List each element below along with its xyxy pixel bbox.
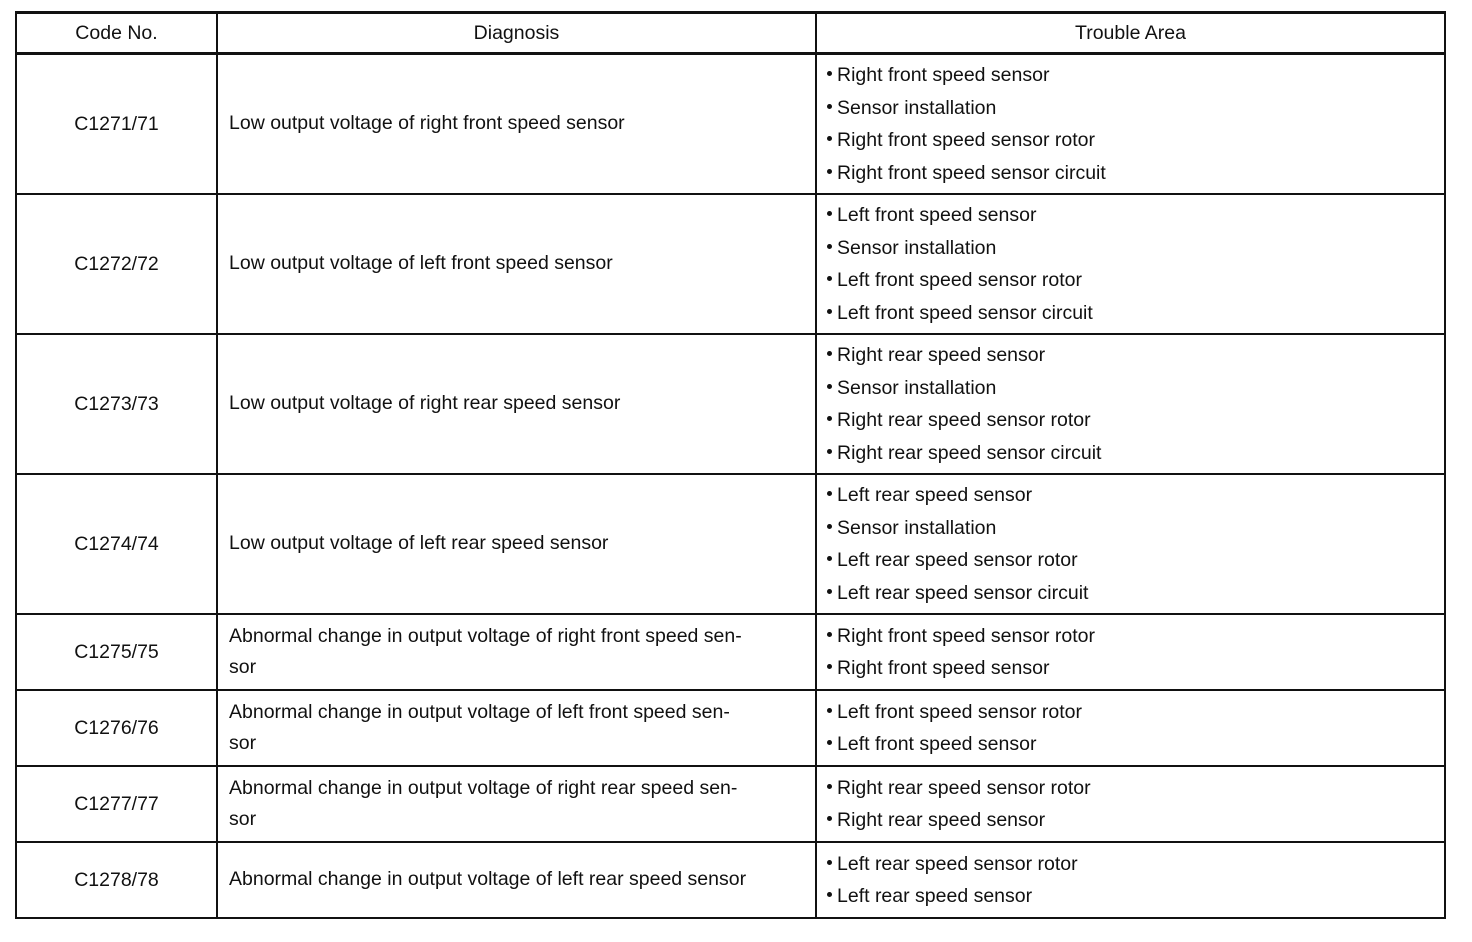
- trouble-area-cell: [816, 766, 1445, 842]
- header-trouble-area: Trouble Area: [816, 13, 1445, 54]
- header-code-no: Code No.: [16, 13, 217, 54]
- code-cell: C1271/71: [16, 54, 217, 195]
- code-cell: C1278/78: [16, 842, 217, 918]
- trouble-item-text: Left rear speed sensor circuit: [837, 581, 1089, 604]
- trouble-list: [827, 479, 1444, 609]
- trouble-list: [827, 848, 1444, 913]
- trouble-item: [827, 437, 1444, 470]
- bullet-icon: [827, 740, 832, 745]
- bullet-icon: [827, 309, 832, 314]
- bullet-icon: [827, 169, 832, 174]
- trouble-item-text: Left rear speed sensor rotor: [837, 549, 1078, 571]
- bullet-icon: [827, 632, 832, 637]
- bullet-icon: [827, 104, 832, 109]
- trouble-item-text: Right front speed sensor: [837, 64, 1050, 86]
- diagnosis-cell: [217, 690, 816, 766]
- code-cell: C1276/76: [16, 690, 217, 766]
- trouble-item: [827, 479, 1444, 512]
- trouble-item: [827, 404, 1444, 437]
- code-cell: C1274/74: [16, 474, 217, 614]
- bullet-icon: [827, 384, 832, 389]
- code-cell: C1273/73: [16, 334, 217, 474]
- trouble-item: [827, 772, 1444, 805]
- trouble-item-text: Left rear speed sensor: [837, 484, 1033, 506]
- trouble-item-text: Right rear speed sensor: [837, 809, 1046, 831]
- bullet-icon: [827, 71, 832, 76]
- diagnosis-cell: Low output voltage of right rear speed sensor: [217, 334, 816, 474]
- table-row: [16, 842, 1445, 918]
- trouble-item-text: Sensor installation: [837, 236, 997, 259]
- diagnosis-line: Abnormal change in output voltage of left front speed sen-: [229, 700, 730, 723]
- diagnosis-cell: Low output voltage of left front speed sensor: [217, 194, 816, 334]
- trouble-item: [827, 124, 1444, 157]
- diagnosis-cell: [217, 766, 816, 842]
- trouble-item-text: Right front speed sensor rotor: [837, 129, 1095, 151]
- bullet-icon: [827, 816, 832, 821]
- trouble-list: [827, 199, 1444, 329]
- table-row: [16, 54, 1445, 195]
- diagnosis-line: sor: [229, 732, 257, 754]
- trouble-item-text: Right front speed sensor circuit: [837, 161, 1106, 184]
- trouble-area-cell: [816, 474, 1445, 614]
- trouble-item-text: Sensor installation: [837, 516, 997, 539]
- bullet-icon: [827, 449, 832, 454]
- trouble-item-text: Left rear speed sensor: [837, 885, 1033, 907]
- bullet-icon: [827, 589, 832, 594]
- trouble-item: [827, 297, 1444, 330]
- trouble-item-text: Right front speed sensor: [837, 657, 1050, 679]
- bullet-icon: [827, 244, 832, 249]
- trouble-item: [827, 804, 1444, 837]
- trouble-item-text: Sensor installation: [837, 96, 997, 119]
- trouble-list: [827, 339, 1444, 469]
- table-row: [16, 194, 1445, 334]
- trouble-area-cell: [816, 614, 1445, 690]
- diagnosis-cell: Abnormal change in output voltage of left rear speed sensor: [217, 842, 816, 918]
- code-cell: C1277/77: [16, 766, 217, 842]
- diagnosis-line: Abnormal change in output voltage of right rear speed sen-: [229, 776, 738, 799]
- bullet-icon: [827, 556, 832, 561]
- diagnosis-line: sor: [229, 808, 257, 830]
- trouble-item: [827, 92, 1444, 125]
- table-row: [16, 334, 1445, 474]
- trouble-item-text: Sensor installation: [837, 376, 997, 399]
- trouble-item-text: Left front speed sensor: [837, 204, 1037, 226]
- trouble-area-cell: [816, 842, 1445, 918]
- bullet-icon: [827, 664, 832, 669]
- table-header-row: [16, 13, 1445, 54]
- trouble-item: [827, 696, 1444, 729]
- bullet-icon: [827, 416, 832, 421]
- bullet-icon: [827, 351, 832, 356]
- trouble-list: [827, 772, 1444, 837]
- trouble-list: [827, 620, 1444, 685]
- trouble-area-cell: [816, 690, 1445, 766]
- trouble-area-cell: [816, 194, 1445, 334]
- diagnosis-line: sor: [229, 656, 257, 678]
- trouble-area-cell: [816, 334, 1445, 474]
- trouble-item: [827, 157, 1444, 190]
- trouble-list: [827, 696, 1444, 761]
- trouble-item: [827, 512, 1444, 545]
- trouble-item: [827, 728, 1444, 761]
- bullet-icon: [827, 892, 832, 897]
- table-row: [16, 766, 1445, 842]
- trouble-item: [827, 620, 1444, 653]
- trouble-item: [827, 848, 1444, 881]
- trouble-item-text: Left front speed sensor rotor: [837, 700, 1082, 723]
- trouble-item-text: Left front speed sensor: [837, 733, 1037, 755]
- bullet-icon: [827, 276, 832, 281]
- trouble-item: [827, 199, 1444, 232]
- code-cell: C1275/75: [16, 614, 217, 690]
- trouble-item: [827, 652, 1444, 685]
- diagnosis-cell: Low output voltage of right front speed sensor: [217, 54, 816, 195]
- diagnosis-cell: Low output voltage of left rear speed sensor: [217, 474, 816, 614]
- trouble-area-cell: [816, 54, 1445, 195]
- trouble-item-text: Left front speed sensor rotor: [837, 269, 1082, 291]
- trouble-item: [827, 880, 1444, 913]
- trouble-item-text: Right rear speed sensor rotor: [837, 409, 1091, 431]
- code-cell: C1272/72: [16, 194, 217, 334]
- trouble-item-text: Right front speed sensor rotor: [837, 624, 1095, 647]
- bullet-icon: [827, 491, 832, 496]
- trouble-item: [827, 59, 1444, 92]
- trouble-item: [827, 544, 1444, 577]
- trouble-item-text: Left front speed sensor circuit: [837, 301, 1093, 324]
- header-diagnosis: Diagnosis: [217, 13, 816, 54]
- table-row: [16, 474, 1445, 614]
- table-row: [16, 614, 1445, 690]
- table-row: [16, 690, 1445, 766]
- bullet-icon: [827, 708, 832, 713]
- bullet-icon: [827, 211, 832, 216]
- bullet-icon: [827, 524, 832, 529]
- trouble-item: [827, 577, 1444, 610]
- trouble-item: [827, 232, 1444, 265]
- trouble-item-text: Right rear speed sensor rotor: [837, 776, 1091, 799]
- bullet-icon: [827, 784, 832, 789]
- trouble-item-text: Left rear speed sensor rotor: [837, 852, 1078, 875]
- trouble-item-text: Right rear speed sensor: [837, 344, 1046, 366]
- diagnosis-line: Abnormal change in output voltage of right front speed sen-: [229, 624, 742, 647]
- diagnostic-code-table: [15, 11, 1446, 919]
- diagnosis-cell: [217, 614, 816, 690]
- bullet-icon: [827, 136, 832, 141]
- trouble-item: [827, 372, 1444, 405]
- trouble-item: [827, 264, 1444, 297]
- bullet-icon: [827, 860, 832, 865]
- trouble-list: [827, 59, 1444, 189]
- trouble-item: [827, 339, 1444, 372]
- trouble-item-text: Right rear speed sensor circuit: [837, 441, 1102, 464]
